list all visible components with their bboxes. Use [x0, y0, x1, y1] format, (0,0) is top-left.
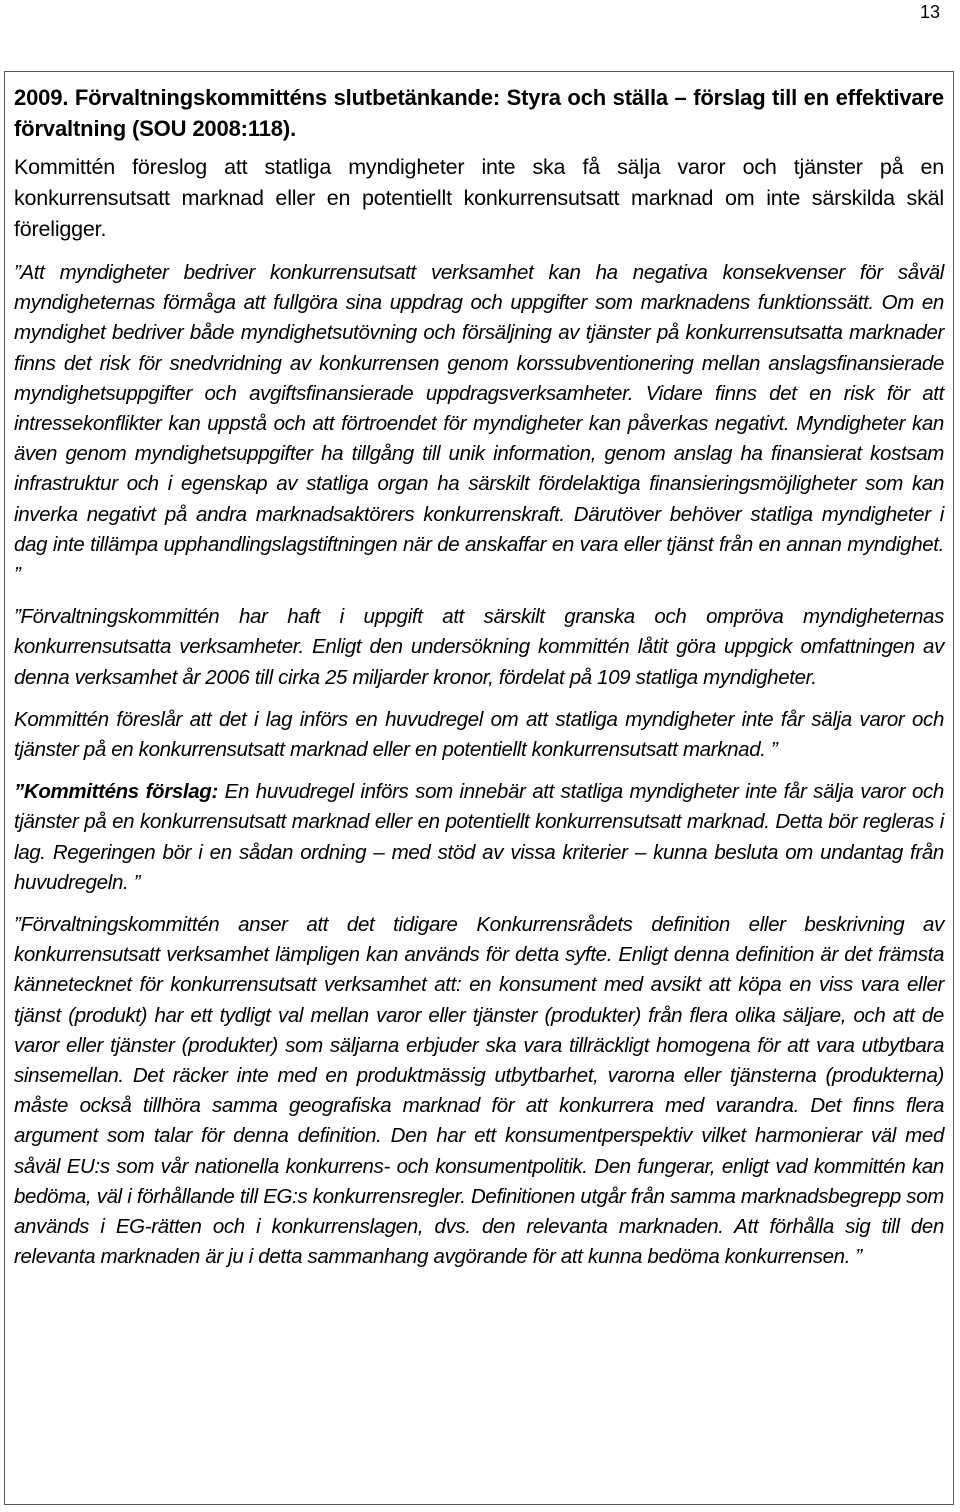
quote-5-closing-mark: ” — [850, 1245, 862, 1269]
quote-paragraph-3 — [14, 705, 944, 765]
intro-paragraph: Kommittén föreslog att statliga myndigheter inte ska få sälja varor och tjänster på en konkurrensutsatt marknad eller en potentiellt konkurrensutsatt marknad om inte särskilda skäl föreligger. — [14, 155, 944, 241]
document-body — [14, 82, 944, 1285]
quote-4-open-mark: ” — [14, 780, 24, 804]
quote-paragraph-5 — [14, 910, 944, 1272]
quote-4-text: En huvudregel införs som innebär att statliga myndigheter inte får sälja varor och tjänster på en konkurrensutsatt marknad eller en potentiellt konkurrensutsatt marknad. Detta bör regleras i lag. Regeringen bör i en sådan ordning – med stöd av vissa kriterier – kunna besluta om undantag från huvudregeln. — [14, 780, 944, 894]
quote-3-text: Kommittén föreslår att det i lag införs en huvudregel om att statliga myndigheter inte får sälja varor och tjänster på en konkurrensutsatt marknad eller en potentiellt konkurrensutsatt marknad. — [14, 707, 944, 762]
committee-proposal-label: Kommitténs förslag: — [23, 780, 218, 804]
quote-1-closing-mark: ” — [14, 563, 21, 587]
page-number: 13 — [919, 2, 940, 22]
quote-4-closing-mark: ” — [128, 870, 141, 894]
quote-3-closing-mark: ” — [765, 738, 778, 762]
quote-5-text: ”Förvaltningskommittén anser att det tidigare Konkurrensrådets definition eller beskrivning av konkurrensutsatt verksamhet lämpligen kan används för detta syfte. Enligt denna definition är det främsta kännetecknet för konkurrensutsatt verksamhet att: en konsument med avsikt att köpa en viss vara eller tjänst (produkt) har ett tydligt val mellan varor eller tjänster (produkter) från flera olika säljare, och att de varor eller tjänster (produkter) som säljarna erbjuder ska vara tillräckligt homogena för att vara utbytbara sinsemellan. Det räcker inte med en produktmässig utbytbarhet, varorna eller tjänsterna (produkterna) måste också tillhöra samma geografiska marknad för att konkurrera med varandra. Det finns flera argument som talar för denna definition. Den har ett konsumentperspektiv vilket harmonierar väl med såväl EU:s som vår nationella konkurrens- och konsumentpolitik. Den fungerar, enligt vad kommittén kan bedöma, väl i förhållande till EG:s konkurrensregler. Definitionen utgår från samma marknadsbegrepp som används i EG-rätten och i konkurrenslagen, dvs. den relevanta marknaden. Att förhålla sig till den relevanta marknaden är ju i detta sammanhang avgörande för att kunna bedöma konkurrensen. — [14, 913, 944, 1269]
quote-paragraph-2 — [14, 602, 944, 693]
quote-2-text: ”Förvaltningskommittén har haft i uppgift att särskilt granska och ompröva myndigheternas konkurrensutsatta verksamheter. Enligt den undersökning kommittén låtit göra uppgick omfattningen av denna verksamhet år 2006 till cirka 25 miljarder kronor, fördelat på 109 statliga myndigheter. — [14, 605, 944, 689]
section-heading: 2009. Förvaltningskommitténs slutbetänkande: Styra och ställa – förslag till en effektivare förvaltning (SOU 2008:118). — [14, 85, 944, 141]
quote-paragraph-1 — [14, 258, 944, 590]
quote-1-main-part: Om en myndighet bedriver både myndighetsutövning och försäljning av tjänster på konkurrensutsatta marknader finns det risk för snedvridning av konkurrensen genom korssubventionering mellan anslagsfinansierade myndighetsuppgifter och avgiftsfinansierade uppdragsverksamheter. Vidare finns det en risk för att intressekonflikter kan uppstå och att förtroendet för myndigheter kan påverkas negativt. Myndigheter kan även genom myndighetsuppgifter ha tillgång till unik information, genom anslag ha finansierat kostsam infrastruktur och i egenskap av statliga organ ha särskilt fördelaktiga finansieringsmöjligheter som kan inverka negativt på andra marknadsaktörers konkurrenskraft. Därutöver behöver statliga myndigheter i dag inte tillämpa upphandlingslagstiftningen när de anskaffar en vara eller tjänst från en annan myndighet. — [14, 291, 944, 556]
quote-1-italic-part: ”Att myndigheter bedriver konkurrensutsatt verksamhet kan ha negativa konsekvenser för såväl myndigheternas förmåga att fullgöra sina uppdrag och uppgifter som marknadens funktionssätt. — [14, 261, 944, 315]
quote-paragraph-4 — [14, 777, 944, 898]
